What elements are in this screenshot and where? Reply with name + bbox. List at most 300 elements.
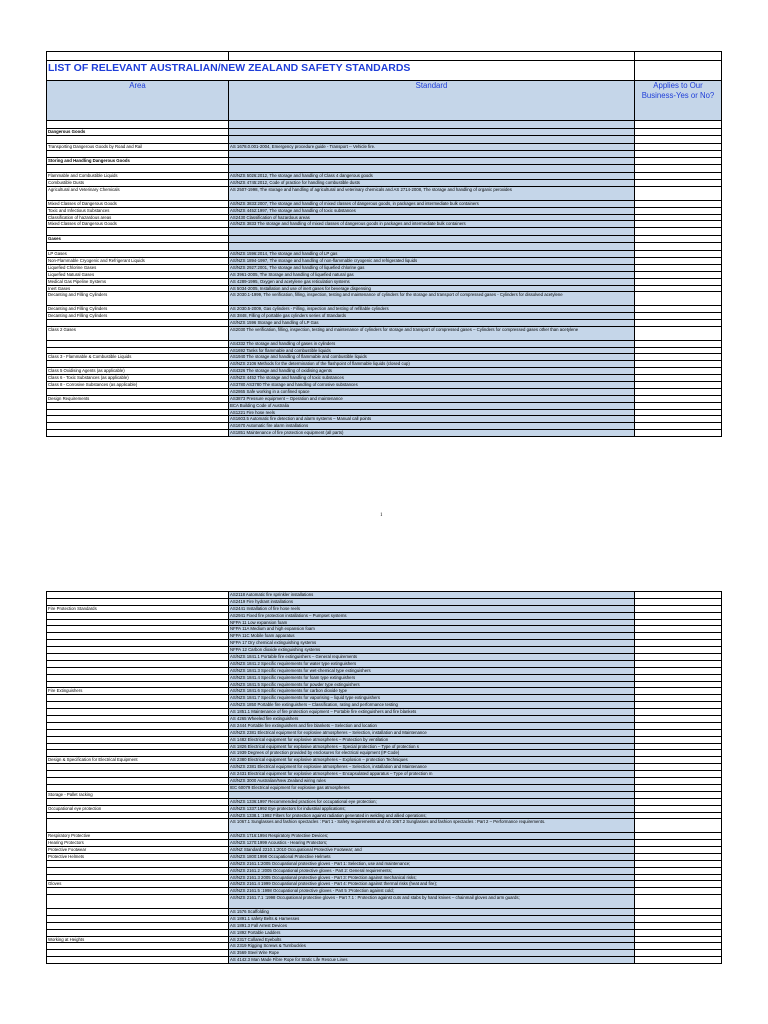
- area-cell: [47, 702, 229, 709]
- area-cell: [47, 743, 229, 750]
- applies-cell[interactable]: [635, 915, 722, 922]
- table-row: [47, 702, 722, 709]
- standard-cell: AS/NZS 2161.7.1 :1998 Occupational protective gloves - Part 7.1 : Protection against cuts and stabs by hand knives – chainmail gloves and arm guards;: [229, 895, 635, 909]
- applies-cell[interactable]: [635, 729, 722, 736]
- table-row: [47, 640, 722, 647]
- applies-cell[interactable]: [635, 347, 722, 354]
- standard-cell: AS/NZ Standard 2210.1:2010 Occupational Protective Footwear; and: [229, 846, 635, 853]
- applies-cell[interactable]: [635, 660, 722, 667]
- table-row: [47, 228, 722, 236]
- applies-cell[interactable]: [635, 150, 722, 158]
- area-cell: Gases: [47, 236, 229, 243]
- area-cell: Inert Gases: [47, 285, 229, 292]
- standard-cell: AS/NZS 1841.4 Specific requirements for foam type extinguishers: [229, 674, 635, 681]
- standard-cell: AS 2507-1998, The storage and handling of agricultural and veterinary chemicals and AS 2714-2008, The storage and handling of organic peroxides: [229, 187, 635, 201]
- area-cell: [47, 347, 229, 354]
- standard-cell: NFPA 17 Dry chemical extinguishing systems: [229, 640, 635, 647]
- area-cell: Decanting and Filling Cylinders: [47, 313, 229, 320]
- area-cell: [47, 950, 229, 957]
- standard-cell: AS 4265 Wheeled fire extinguishers: [229, 716, 635, 723]
- applies-cell[interactable]: [635, 382, 722, 389]
- applies-cell[interactable]: [635, 771, 722, 778]
- applies-cell[interactable]: [635, 791, 722, 798]
- standard-cell: AS/NZS 5026:2012, The storage and handling of Class 4 dangerous goods: [229, 173, 635, 180]
- applies-cell[interactable]: [635, 853, 722, 860]
- applies-cell[interactable]: [635, 165, 722, 173]
- table-row: [47, 214, 722, 221]
- table-row: [47, 423, 722, 430]
- area-cell: [47, 598, 229, 605]
- standard-cell: AS/NZS 1596 Storage and handling of LP Gas: [229, 319, 635, 326]
- applies-cell[interactable]: [635, 688, 722, 695]
- standard-cell: AS 1067.1 Sunglasses and fashion spectacles : Part 1 - Safety requirements and AS 1067.2 Sunglasses and fashion spectacles : Part 2 – Performance requirements.: [229, 819, 635, 833]
- applies-cell[interactable]: [635, 292, 722, 306]
- area-cell: [47, 626, 229, 633]
- applies-cell[interactable]: [635, 764, 722, 771]
- area-cell: [47, 647, 229, 654]
- standard-cell: AS2419 Fire hydrant installations: [229, 598, 635, 605]
- area-cell: [47, 654, 229, 661]
- table-row: [47, 840, 722, 847]
- table-row: [47, 709, 722, 716]
- standard-cell: AS/NZS 2161.4 1999 Occupational protective gloves - Part 4: Protection against thermal risks (heat and fire);: [229, 881, 635, 888]
- standard-cell: [229, 165, 635, 173]
- standard-cell: AS/NZS 4452:1997, The storage and handling of toxic substances: [229, 207, 635, 214]
- area-cell: [47, 612, 229, 619]
- standard-cell: AS/NZS 2381 Electrical equipment for explosive atmospheres – Selection, installation and Maintenance: [229, 764, 635, 771]
- area-cell: [47, 888, 229, 895]
- applies-cell[interactable]: [635, 750, 722, 757]
- applies-cell[interactable]: [635, 654, 722, 661]
- applies-cell[interactable]: [635, 736, 722, 743]
- applies-cell[interactable]: [635, 626, 722, 633]
- table-row: [47, 819, 722, 833]
- standard-cell: AS/NZS 2161.1:2005 Occupational protective gloves - Part 1: Selection, use and maintenance;: [229, 860, 635, 867]
- table-row: [47, 626, 722, 633]
- applies-cell[interactable]: [635, 121, 722, 129]
- applies-cell[interactable]: [635, 354, 722, 361]
- area-cell: [47, 402, 229, 409]
- standard-cell: AS 1891.3 Fall Arrest Devices: [229, 922, 635, 929]
- area-cell: [47, 416, 229, 423]
- page-number: 1: [380, 513, 383, 518]
- area-cell: [47, 121, 229, 129]
- applies-cell[interactable]: [635, 430, 722, 437]
- area-cell: [47, 619, 229, 626]
- applies-cell[interactable]: [635, 929, 722, 936]
- applies-cell[interactable]: [635, 207, 722, 214]
- standard-cell: AS4326 The storage and handling of oxidising agents: [229, 368, 635, 375]
- standard-cell: AS2118 Automatic fire sprinkler installations: [229, 592, 635, 599]
- applies-cell[interactable]: [635, 214, 722, 221]
- table-row: [47, 388, 722, 395]
- standard-cell: AS2865 Safe working in a confined space: [229, 388, 635, 395]
- standard-cell: AS/NZS 1841.6 Specific requirements for carbon dioxide type: [229, 688, 635, 695]
- standard-cell: AS1670 Automatic fire alarm installations: [229, 423, 635, 430]
- area-cell: [47, 874, 229, 881]
- applies-cell[interactable]: [635, 936, 722, 943]
- standard-cell: [229, 158, 635, 165]
- applies-cell[interactable]: [635, 778, 722, 785]
- table-row: [47, 654, 722, 661]
- applies-cell[interactable]: [635, 950, 722, 957]
- area-cell: Toxic and Infectious Substances: [47, 207, 229, 214]
- table-row: [47, 319, 722, 326]
- applies-cell[interactable]: [635, 306, 722, 313]
- section-row: [47, 158, 722, 165]
- standard-cell: AS/NZS 2161.3 2005 Occupational protective gloves - Part 3: Protection against mechanical risks;: [229, 874, 635, 881]
- standard-cell: AS 2317 Collared Eyebolts: [229, 936, 635, 943]
- standard-cell: AS 4289-1995, Oxygen and acetylene gas reticulation systems: [229, 278, 635, 285]
- area-cell: Class 6 - Toxic Substances (as applicable): [47, 375, 229, 382]
- applies-cell[interactable]: [635, 702, 722, 709]
- applies-cell[interactable]: [635, 128, 722, 135]
- standard-cell: BCA Building Code of Australia: [229, 402, 635, 409]
- applies-cell[interactable]: [635, 285, 722, 292]
- area-cell: [47, 895, 229, 909]
- area-cell: Storage - Pallet racking: [47, 791, 229, 798]
- applies-cell[interactable]: [635, 409, 722, 416]
- applies-cell[interactable]: [635, 667, 722, 674]
- area-cell: [47, 736, 229, 743]
- header-row: [47, 81, 722, 121]
- table-row: [47, 867, 722, 874]
- area-cell: [47, 409, 229, 416]
- table-row: [47, 922, 722, 929]
- table-row: [47, 805, 722, 812]
- table-row: [47, 257, 722, 264]
- table-row: [47, 833, 722, 840]
- table-row: [47, 722, 722, 729]
- table-row: [47, 619, 722, 626]
- applies-cell[interactable]: [635, 860, 722, 867]
- standard-cell: NFPA 11C Mobile foam apparatus: [229, 633, 635, 640]
- standard-cell: AS/NZS 1336:1997 Recommended practices for occupational eye protection;: [229, 798, 635, 805]
- area-cell: [47, 709, 229, 716]
- area-cell: Storing and Handling Dangerous Goods: [47, 158, 229, 165]
- applies-cell[interactable]: [635, 874, 722, 881]
- table-row: [47, 660, 722, 667]
- applies-cell[interactable]: [635, 416, 722, 423]
- area-cell: [47, 228, 229, 236]
- applies-cell[interactable]: [635, 361, 722, 368]
- applies-cell[interactable]: [635, 619, 722, 626]
- standard-cell: AS/NZS 3000 Australian/New Zealand wiring rules: [229, 778, 635, 785]
- standard-cell: AS 2030.5-2009, Gas cylinders - Filling, inspection and testing of refillable cylinders: [229, 306, 635, 313]
- area-cell: [47, 915, 229, 922]
- area-cell: Class 3 - Flammable & Combustible Liquids: [47, 354, 229, 361]
- standard-cell: AS/NZS 1716:1994 Respiratory Protective Devices;: [229, 833, 635, 840]
- standard-cell: [229, 121, 635, 129]
- table-row: [47, 881, 722, 888]
- area-cell: [47, 798, 229, 805]
- applies-cell[interactable]: [635, 743, 722, 750]
- applies-cell[interactable]: [635, 695, 722, 702]
- area-cell: Mixed Classes of Dangerous Goods: [47, 200, 229, 207]
- applies-cell[interactable]: [635, 423, 722, 430]
- applies-cell[interactable]: [635, 326, 722, 340]
- standard-cell: AS/NZS 1338.1 :1992 Filters for protection against radiation generated in welding and allied operations;: [229, 812, 635, 819]
- applies-cell[interactable]: [635, 716, 722, 723]
- applies-cell[interactable]: [635, 709, 722, 716]
- table-row: [47, 791, 722, 798]
- area-cell: Liquefied Chlorine Gases: [47, 264, 229, 271]
- applies-cell[interactable]: [635, 612, 722, 619]
- applies-cell[interactable]: [635, 243, 722, 251]
- area-cell: Design & Specification for Electrical Equipment: [47, 757, 229, 764]
- applies-cell[interactable]: [635, 674, 722, 681]
- area-cell: Medical Gas Pipeline Systems: [47, 278, 229, 285]
- applies-cell[interactable]: [635, 640, 722, 647]
- table-row: [47, 180, 722, 187]
- standard-cell: AS2030 The verification, filling, inspection, testing and maintenance of cylinders for storage and transport of compressed gases – Cylinders for compressed gases other than acetylene: [229, 326, 635, 340]
- table-row: [47, 395, 722, 402]
- area-cell: [47, 722, 229, 729]
- table-row: [47, 306, 722, 313]
- applies-cell[interactable]: [635, 784, 722, 791]
- applies-cell[interactable]: [635, 228, 722, 236]
- applies-cell[interactable]: [635, 143, 722, 150]
- standard-cell: AS 1826 Electrical equipment for explosive atmospheres – Special protection – Type of protection s: [229, 743, 635, 750]
- standard-cell: AS1692 Tanks for flammable and combustible liquids: [229, 347, 635, 354]
- applies-cell[interactable]: [635, 395, 722, 402]
- applies-cell[interactable]: [635, 200, 722, 207]
- applies-cell[interactable]: [635, 388, 722, 395]
- area-cell: Mixed Classes of Dangerous Goods: [47, 221, 229, 228]
- applies-cell[interactable]: [635, 881, 722, 888]
- standard-cell: AS/NZS 2161.2 :2005 Occupational protective gloves - Part 2: General requirements;: [229, 867, 635, 874]
- area-cell: Hearing Protectors: [47, 840, 229, 847]
- area-cell: Decanting and Filling Cylinders: [47, 292, 229, 306]
- area-cell: Design Requirements: [47, 395, 229, 402]
- standard-cell: AS 2444 Portable fire extinguishers and fire blankets – Selection and location: [229, 722, 635, 729]
- standard-cell: AS/NZS 1841.2 Specific requirements for water type extinguishers: [229, 660, 635, 667]
- area-cell: [47, 640, 229, 647]
- applies-cell[interactable]: [635, 867, 722, 874]
- applies-cell[interactable]: [635, 819, 722, 833]
- table-row: [47, 187, 722, 201]
- applies-cell[interactable]: [635, 722, 722, 729]
- area-cell: Occupational eye protection: [47, 805, 229, 812]
- applies-cell[interactable]: [635, 180, 722, 187]
- table-row: [47, 681, 722, 688]
- standards-table-page-2: [46, 591, 722, 964]
- area-cell: Non-Flammable Cryogenic and Refrigerant Liquids: [47, 257, 229, 264]
- applies-cell[interactable]: [635, 375, 722, 382]
- table-row: [47, 771, 722, 778]
- applies-cell[interactable]: [635, 592, 722, 599]
- applies-cell[interactable]: [635, 888, 722, 895]
- standard-cell: AS/NZS 1800:1998 Occupational Protective Helmets: [229, 853, 635, 860]
- applies-cell[interactable]: [635, 943, 722, 950]
- standard-cell: [229, 236, 635, 243]
- table-row: [47, 716, 722, 723]
- standard-cell: AS/NZS 2106 Methods for the determination of the flashpoint of flammable liquids (closed cup): [229, 361, 635, 368]
- applies-cell[interactable]: [635, 251, 722, 258]
- table-row: [47, 860, 722, 867]
- applies-cell[interactable]: [635, 319, 722, 326]
- area-cell: [47, 812, 229, 819]
- standard-cell: IEC 60079 Electrical equipment for explosive gas atmospheres: [229, 784, 635, 791]
- standard-cell: [229, 791, 635, 798]
- table-row: [47, 915, 722, 922]
- standard-cell: AS 3961-2005, The Storage and handling of liquefied natural gas: [229, 271, 635, 278]
- table-row: [47, 667, 722, 674]
- table-row: [47, 135, 722, 143]
- area-cell: [47, 750, 229, 757]
- standard-cell: NFPA 11A Medium and high expansion foam: [229, 626, 635, 633]
- table-row: [47, 285, 722, 292]
- area-cell: [47, 423, 229, 430]
- applies-cell[interactable]: [635, 757, 722, 764]
- header-applies: Applies to Our Business-Yes or No?: [635, 81, 722, 121]
- table-row: [47, 278, 722, 285]
- table-row: [47, 784, 722, 791]
- applies-cell[interactable]: [635, 895, 722, 909]
- table-row: [47, 743, 722, 750]
- area-cell: Classification of hazardous areas: [47, 214, 229, 221]
- area-cell: [47, 319, 229, 326]
- applies-cell[interactable]: [635, 187, 722, 201]
- applies-cell[interactable]: [635, 368, 722, 375]
- area-cell: [47, 957, 229, 964]
- applies-cell[interactable]: [635, 957, 722, 964]
- table-row: [47, 382, 722, 389]
- area-cell: [47, 592, 229, 599]
- applies-cell[interactable]: [635, 264, 722, 271]
- applies-cell[interactable]: [635, 805, 722, 812]
- area-cell: Fire Protection Standards: [47, 605, 229, 612]
- applies-cell[interactable]: [635, 846, 722, 853]
- standard-cell: AS 3569 Steel Wire Rope: [229, 950, 635, 957]
- applies-cell[interactable]: [635, 909, 722, 916]
- table-row: [47, 950, 722, 957]
- table-row: [47, 757, 722, 764]
- applies-cell[interactable]: [635, 236, 722, 243]
- table-row: [47, 943, 722, 950]
- area-cell: [47, 929, 229, 936]
- area-cell: Transporting Dangerous Goods by Road and Rail: [47, 143, 229, 150]
- table-row: [47, 150, 722, 158]
- area-cell: Flammable and Combustible Liquids: [47, 173, 229, 180]
- area-cell: [47, 819, 229, 833]
- area-cell: [47, 771, 229, 778]
- applies-cell[interactable]: [635, 840, 722, 847]
- area-cell: [47, 943, 229, 950]
- standard-cell: AS 1892 Portable Ladders: [229, 929, 635, 936]
- standard-cell: AS/NZS 4745:2012, Code of practice for handling combustible dusts: [229, 180, 635, 187]
- table-row: [47, 846, 722, 853]
- standard-cell: AS 1939 Degrees of protection provided by enclosures for electrical equipment (IP Code): [229, 750, 635, 757]
- table-row: [47, 778, 722, 785]
- table-row: [47, 340, 722, 347]
- standard-cell: [229, 150, 635, 158]
- applies-cell[interactable]: [635, 135, 722, 143]
- standard-cell: AS 1482 Electrical equipment for explosive atmospheres – Protection by ventilation: [229, 736, 635, 743]
- standard-cell: AS3873 Pressure equipment – Operation and maintenance: [229, 395, 635, 402]
- area-cell: Protective Footwear: [47, 846, 229, 853]
- standard-cell: AS1851 Maintenance of fire protection equipment (all parts): [229, 430, 635, 437]
- table-row: [47, 52, 722, 61]
- standard-cell: [229, 243, 635, 251]
- table-row: [47, 909, 722, 916]
- standard-cell: AS 2431 Electrical equipment for explosive atmospheres – Encapsulated apparatus – Type of protection m: [229, 771, 635, 778]
- table-row: [47, 592, 722, 599]
- standard-cell: AS3780 AS3780 The storage and handling of corrosive substances: [229, 382, 635, 389]
- table-row: [47, 633, 722, 640]
- applies-cell[interactable]: [635, 812, 722, 819]
- applies-cell[interactable]: [635, 221, 722, 228]
- area-cell: [47, 764, 229, 771]
- standard-cell: AS 1678.0.001-2004, Emergency procedure guide - Transport -- Vehicle fire.: [229, 143, 635, 150]
- applies-cell[interactable]: [635, 798, 722, 805]
- area-cell: [47, 922, 229, 929]
- table-row: [47, 612, 722, 619]
- area-cell: [47, 784, 229, 791]
- standard-cell: AS2941 Fixed fire protection installations – Pumpset systems: [229, 612, 635, 619]
- applies-cell[interactable]: [635, 402, 722, 409]
- area-cell: [47, 667, 229, 674]
- applies-cell[interactable]: [635, 633, 722, 640]
- applies-cell[interactable]: [635, 833, 722, 840]
- applies-cell[interactable]: [635, 647, 722, 654]
- table-row: [47, 750, 722, 757]
- standard-cell: AS 2319 Rigging Screws & Turnbuckles: [229, 943, 635, 950]
- area-cell: [47, 633, 229, 640]
- applies-cell[interactable]: [635, 681, 722, 688]
- applies-cell[interactable]: [635, 271, 722, 278]
- table-row: [47, 221, 722, 228]
- applies-cell[interactable]: [635, 173, 722, 180]
- applies-cell[interactable]: [635, 605, 722, 612]
- standard-cell: AS/NZS 3833 The storage and handling of mixed classes of dangerous goods in packages and intermediate bulk containers: [229, 221, 635, 228]
- applies-cell[interactable]: [635, 922, 722, 929]
- table-row: [47, 798, 722, 805]
- area-cell: Class 2 Gases: [47, 326, 229, 340]
- table-row: [47, 764, 722, 771]
- standards-table-page-1: [46, 51, 722, 437]
- area-cell: Combustible Dusts: [47, 180, 229, 187]
- area-cell: [47, 165, 229, 173]
- standard-cell: AS/NZS 1850 Portable fire extinguishers – Classification, rating and performance testing: [229, 702, 635, 709]
- standard-cell: AS 1851.1 Maintenance of fire protection equipment – Portable fire extinguishers and fire blankets: [229, 709, 635, 716]
- standard-cell: AS 2380 Electrical equipment for explosive atmospheres – Explosion – protection Techniques: [229, 757, 635, 764]
- table-row: [47, 647, 722, 654]
- standard-cell: AS 4142.3 Man Made Fibre Rope for Static Life Rescue Lines: [229, 957, 635, 964]
- table-row: [47, 368, 722, 375]
- table-row: [47, 375, 722, 382]
- applies-cell[interactable]: [635, 257, 722, 264]
- section-row: [47, 236, 722, 243]
- area-cell: Decanting and Filling Cylinders: [47, 306, 229, 313]
- applies-cell[interactable]: [635, 313, 722, 320]
- applies-cell[interactable]: [635, 340, 722, 347]
- table-row: [47, 729, 722, 736]
- standard-cell: AS2441 Installation of fire hose reels: [229, 605, 635, 612]
- standard-cell: AS2430 Classification of hazardous areas: [229, 214, 635, 221]
- area-cell: [47, 778, 229, 785]
- table-row: [47, 243, 722, 251]
- table-row: [47, 416, 722, 423]
- applies-cell[interactable]: [635, 598, 722, 605]
- area-cell: [47, 681, 229, 688]
- table-row: [47, 121, 722, 129]
- table-row: [47, 929, 722, 936]
- standard-cell: [229, 135, 635, 143]
- applies-cell[interactable]: [635, 158, 722, 165]
- applies-cell[interactable]: [635, 278, 722, 285]
- standard-cell: AS/NZS 1841.1 Portable fire extinguishers – General requirements: [229, 654, 635, 661]
